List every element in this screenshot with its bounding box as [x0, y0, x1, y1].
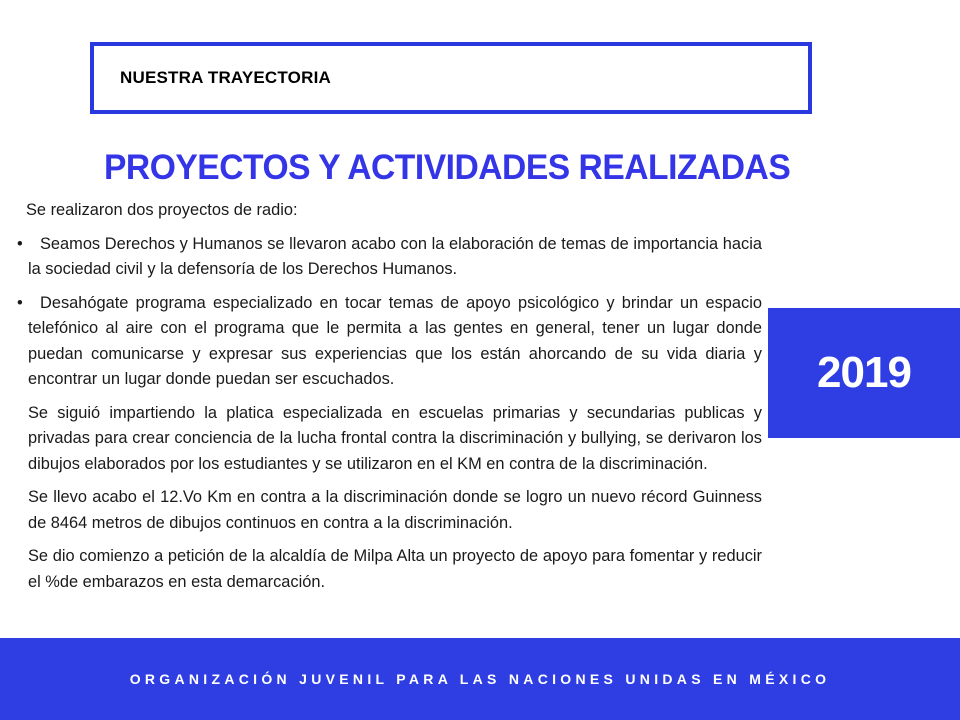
bullet-text: Desahógate programa especializado en tocar temas de apoyo psicológico y brindar un espacio telefónico al aire con el programa que le permita a las gentes en general, tener un lugar donde puedan comunicarse y expresar sus experiencias que los están ahorcando de su vida diaria y encontrar un lugar donde puedan ser escuchados. [28, 293, 762, 388]
bullet-dot: • [17, 234, 23, 253]
content-body [17, 198, 762, 603]
page-title: PROYECTOS Y ACTIVIDADES REALIZADAS [104, 148, 791, 187]
year-label: 2019 [817, 348, 911, 397]
year-badge [768, 308, 960, 438]
section-header-title: NUESTRA TRAYECTORIA [120, 68, 331, 87]
section-header-box [90, 42, 812, 114]
bullet-text: Seamos Derechos y Humanos se llevaron acabo con la elaboración de temas de importancia hacia la sociedad civil y la defensoría de los Derechos Humanos. [28, 234, 762, 278]
bullet-item-radio-derechos [17, 232, 762, 283]
footer-banner [0, 638, 960, 720]
bullet-dot: • [17, 293, 23, 312]
paragraph-platica: Se siguió impartiendo la platica especializada en escuelas primarias y secundarias publicas y privadas para crear conciencia de la lucha frontal contra la discriminación y bullying, se derivaron los dibujos elaborados por los estudiantes y se utilizaron en el KM en contra de la discriminación. [28, 403, 762, 473]
paragraph-km-record: Se llevo acabo el 12.Vo Km en contra a la discriminación donde se logro un nuevo récord Guinness de 8464 metros de dibujos continuos en contra a la discriminación. [28, 488, 762, 532]
intro-text: Se realizaron dos proyectos de radio: [26, 201, 298, 219]
footer-organization-name: ORGANIZACIÓN JUVENIL PARA LAS NACIONES UNIDAS EN MÉXICO [129, 671, 831, 687]
bullet-item-radio-desahogate [17, 291, 762, 393]
paragraph-milpa-alta: Se dio comienzo a petición de la alcaldía de Milpa Alta un proyecto de apoyo para fomentar y reducir el %de embarazos en esta demarcación. [28, 547, 762, 591]
